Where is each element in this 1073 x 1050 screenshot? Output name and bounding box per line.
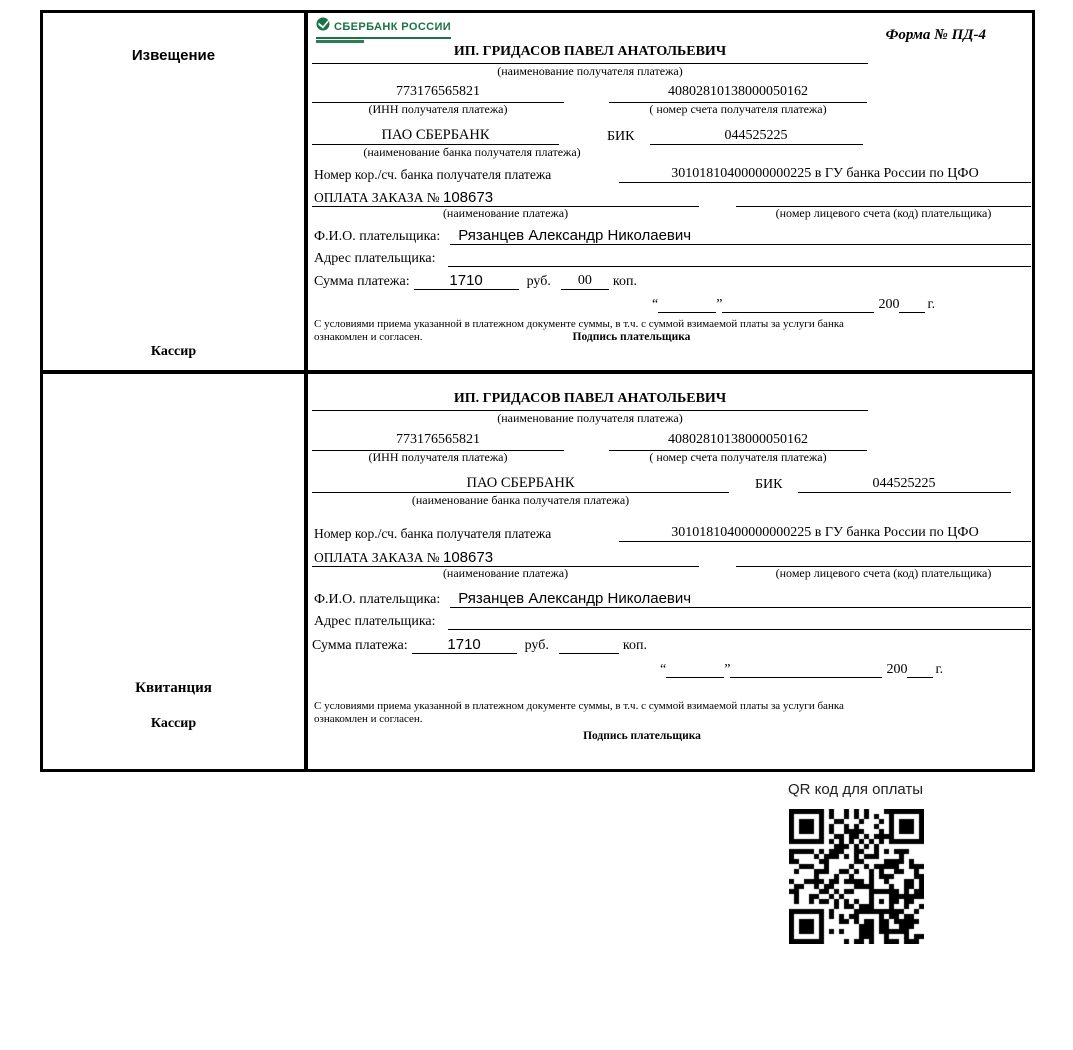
- payer-address-line: [448, 249, 1031, 267]
- bank-name-hint: (наименование банка получателя платежа): [363, 145, 581, 159]
- payer-address-label: Адрес плательщика:: [314, 614, 436, 629]
- receipt-label: Квитанция: [135, 680, 212, 696]
- date-month-line: [722, 297, 874, 313]
- inn-account-row: [312, 432, 1031, 451]
- agreement-line2-row: [314, 331, 1031, 344]
- payer-name-row: [312, 589, 1031, 608]
- amount-rub-value: 1710: [412, 636, 517, 654]
- bank-name-value: ПАО СБЕРБАНК: [312, 475, 729, 493]
- gap: [564, 84, 609, 103]
- qr-code: [789, 809, 924, 944]
- gap: [564, 103, 609, 117]
- gap: [564, 451, 609, 465]
- bank-row: [312, 126, 1031, 145]
- kop-label: коп.: [612, 274, 637, 289]
- receipt-section: [43, 374, 1032, 769]
- rub-label: руб.: [524, 638, 549, 653]
- bank-row: [312, 474, 1031, 493]
- notice-section: [43, 13, 1032, 374]
- payer-address-row: [312, 612, 1031, 630]
- payment-name-row: [312, 186, 1031, 207]
- payment-name-row: [312, 546, 1031, 567]
- bank-name-hint: (наименование банка получателя платежа): [411, 493, 630, 507]
- quote-open: “: [652, 297, 659, 312]
- year-prefix: 200: [886, 662, 908, 677]
- bik-value: 044525225: [798, 476, 1011, 493]
- corr-account-value: 30101810400000000225 в ГУ банка России по ЦФО: [619, 525, 1031, 542]
- qr-block: [773, 781, 938, 798]
- recipient-name: ИП. ГРИДАСОВ ПАВЕЛ АНАТОЛЬЕВИЧ: [312, 43, 868, 64]
- payer-address-label: Адрес плательщика:: [314, 251, 436, 266]
- account-hint: ( номер счета получателя платежа): [649, 450, 827, 464]
- corr-account-row: [312, 523, 1031, 542]
- cashier-label: Кассир: [150, 344, 197, 359]
- payment-name: [312, 189, 699, 207]
- bank-brand-name: СБЕРБАНК РОССИИ: [334, 20, 452, 33]
- corr-account-value: 30101810400000000225 в ГУ банка России по ЦФО: [619, 166, 1031, 183]
- amount-kop-value: 00: [561, 273, 609, 290]
- signature-label: Подпись плательщика: [572, 331, 691, 343]
- receipt-form-body: [308, 374, 1032, 769]
- inn-account-hints: [312, 103, 1031, 117]
- cashier-label: Кассир: [150, 716, 197, 731]
- quote-close: ”: [716, 297, 723, 312]
- notice-label: Извещение: [131, 47, 216, 64]
- notice-form-body: [308, 13, 1032, 370]
- date-year-line: [907, 662, 933, 678]
- account-hint: ( номер счета получателя платежа): [649, 102, 827, 116]
- qr-label: QR код для оплаты: [787, 781, 923, 798]
- bik-value: 044525225: [650, 128, 863, 145]
- account-value: 40802810138000050162: [609, 432, 867, 451]
- bank-brand-top: [316, 17, 451, 39]
- notice-left-column: [43, 13, 308, 370]
- bank-brand: [316, 17, 451, 43]
- recipient-name: ИП. ГРИДАСОВ ПАВЕЛ АНАТОЛЬЕВИЧ: [312, 390, 868, 411]
- payer-name-label: Ф.И.О. плательщика:: [314, 229, 441, 244]
- bank-name-value: ПАО СБЕРБАНК: [312, 127, 559, 145]
- payer-name-value: Рязанцев Александр Николаевич: [450, 590, 1031, 608]
- corr-account-label: Номер кор./сч. банка получателя платежа: [314, 526, 552, 541]
- date-day-line: [658, 297, 716, 313]
- agreement-line2: ознакомлен и согласен.: [314, 713, 423, 725]
- year-prefix: 200: [878, 297, 900, 312]
- agreement-line1: С условиями приема указанной в платежном документе суммы, в т.ч. с суммой взимаемой платы за услуги банка: [314, 318, 844, 330]
- payment-name-prefix: ОПЛАТА ЗАКАЗА №: [314, 550, 440, 565]
- logo-row: [312, 17, 1031, 43]
- agreement-block: [312, 318, 1031, 344]
- personal-account-line: [736, 186, 1031, 207]
- year-suffix: г.: [935, 662, 944, 677]
- bank-brand-tagline: [316, 40, 364, 43]
- date-row: [660, 659, 1031, 678]
- form-number: Форма № ПД-4: [885, 27, 986, 43]
- amount-label: Сумма платежа:: [314, 274, 410, 289]
- date-day-line: [666, 662, 724, 678]
- personal-account-line: [736, 546, 1031, 567]
- amount-row: [312, 272, 1031, 290]
- recipient-hint: (наименование получателя платежа): [497, 411, 683, 425]
- corr-account-row: [312, 164, 1031, 183]
- inn-value: 773176565821: [312, 84, 564, 103]
- payment-name-hint: (наименование платежа): [442, 206, 569, 220]
- bik-label: БИК: [755, 477, 783, 492]
- agreement-line2: ознакомлен и согласен.: [314, 331, 423, 343]
- payment-name-hint: (наименование платежа): [442, 566, 569, 580]
- payer-address-row: [312, 249, 1031, 267]
- amount-row: [312, 636, 1031, 654]
- inn-account-hints: [312, 451, 1031, 465]
- amount-label: Сумма платежа:: [312, 638, 408, 653]
- account-value: 40802810138000050162: [609, 84, 867, 103]
- inn-hint: (ИНН получателя платежа): [368, 102, 508, 116]
- sberbank-logo-icon: [316, 17, 330, 36]
- year-suffix: г.: [927, 297, 936, 312]
- agreement-block: [312, 700, 1031, 726]
- order-number: 108673: [443, 189, 494, 206]
- payment-name-prefix: ОПЛАТА ЗАКАЗА №: [314, 190, 440, 205]
- order-number: 108673: [443, 549, 494, 566]
- payment-hints-row: [312, 567, 1031, 581]
- inn-hint: (ИНН получателя платежа): [368, 450, 508, 464]
- payer-address-line: [448, 612, 1031, 630]
- recipient-hint: (наименование получателя платежа): [497, 64, 683, 78]
- date-year-line: [899, 297, 925, 313]
- inn-value: 773176565821: [312, 432, 564, 451]
- inn-account-row: [312, 84, 1031, 103]
- agreement-line1: С условиями приема указанной в платежном документе суммы, в т.ч. с суммой взимаемой платы за услуги банка: [314, 700, 844, 712]
- rub-label: руб.: [526, 274, 551, 289]
- corr-account-label: Номер кор./сч. банка получателя платежа: [314, 167, 552, 182]
- date-month-line: [730, 662, 882, 678]
- pd4-form: [40, 10, 1035, 772]
- personal-account-hint: (номер лицевого счета (код) плательщика): [775, 206, 992, 220]
- payer-name-row: [312, 226, 1031, 245]
- payment-name: [312, 549, 699, 567]
- payer-name-value: Рязанцев Александр Николаевич: [450, 227, 1031, 245]
- quote-close: ”: [724, 662, 731, 677]
- payment-hints-row: [312, 207, 1031, 221]
- kop-label: коп.: [622, 638, 647, 653]
- gap: [564, 432, 609, 451]
- signature-label: Подпись плательщика: [583, 730, 701, 742]
- quote-open: “: [660, 662, 667, 677]
- payer-name-label: Ф.И.О. плательщика:: [314, 592, 441, 607]
- personal-account-hint: (номер лицевого счета (код) плательщика): [775, 566, 992, 580]
- date-row: [652, 294, 1031, 313]
- amount-rub-value: 1710: [414, 272, 519, 290]
- receipt-left-column: [43, 374, 308, 769]
- amount-kop-value: [559, 653, 619, 654]
- bik-label: БИК: [607, 129, 635, 144]
